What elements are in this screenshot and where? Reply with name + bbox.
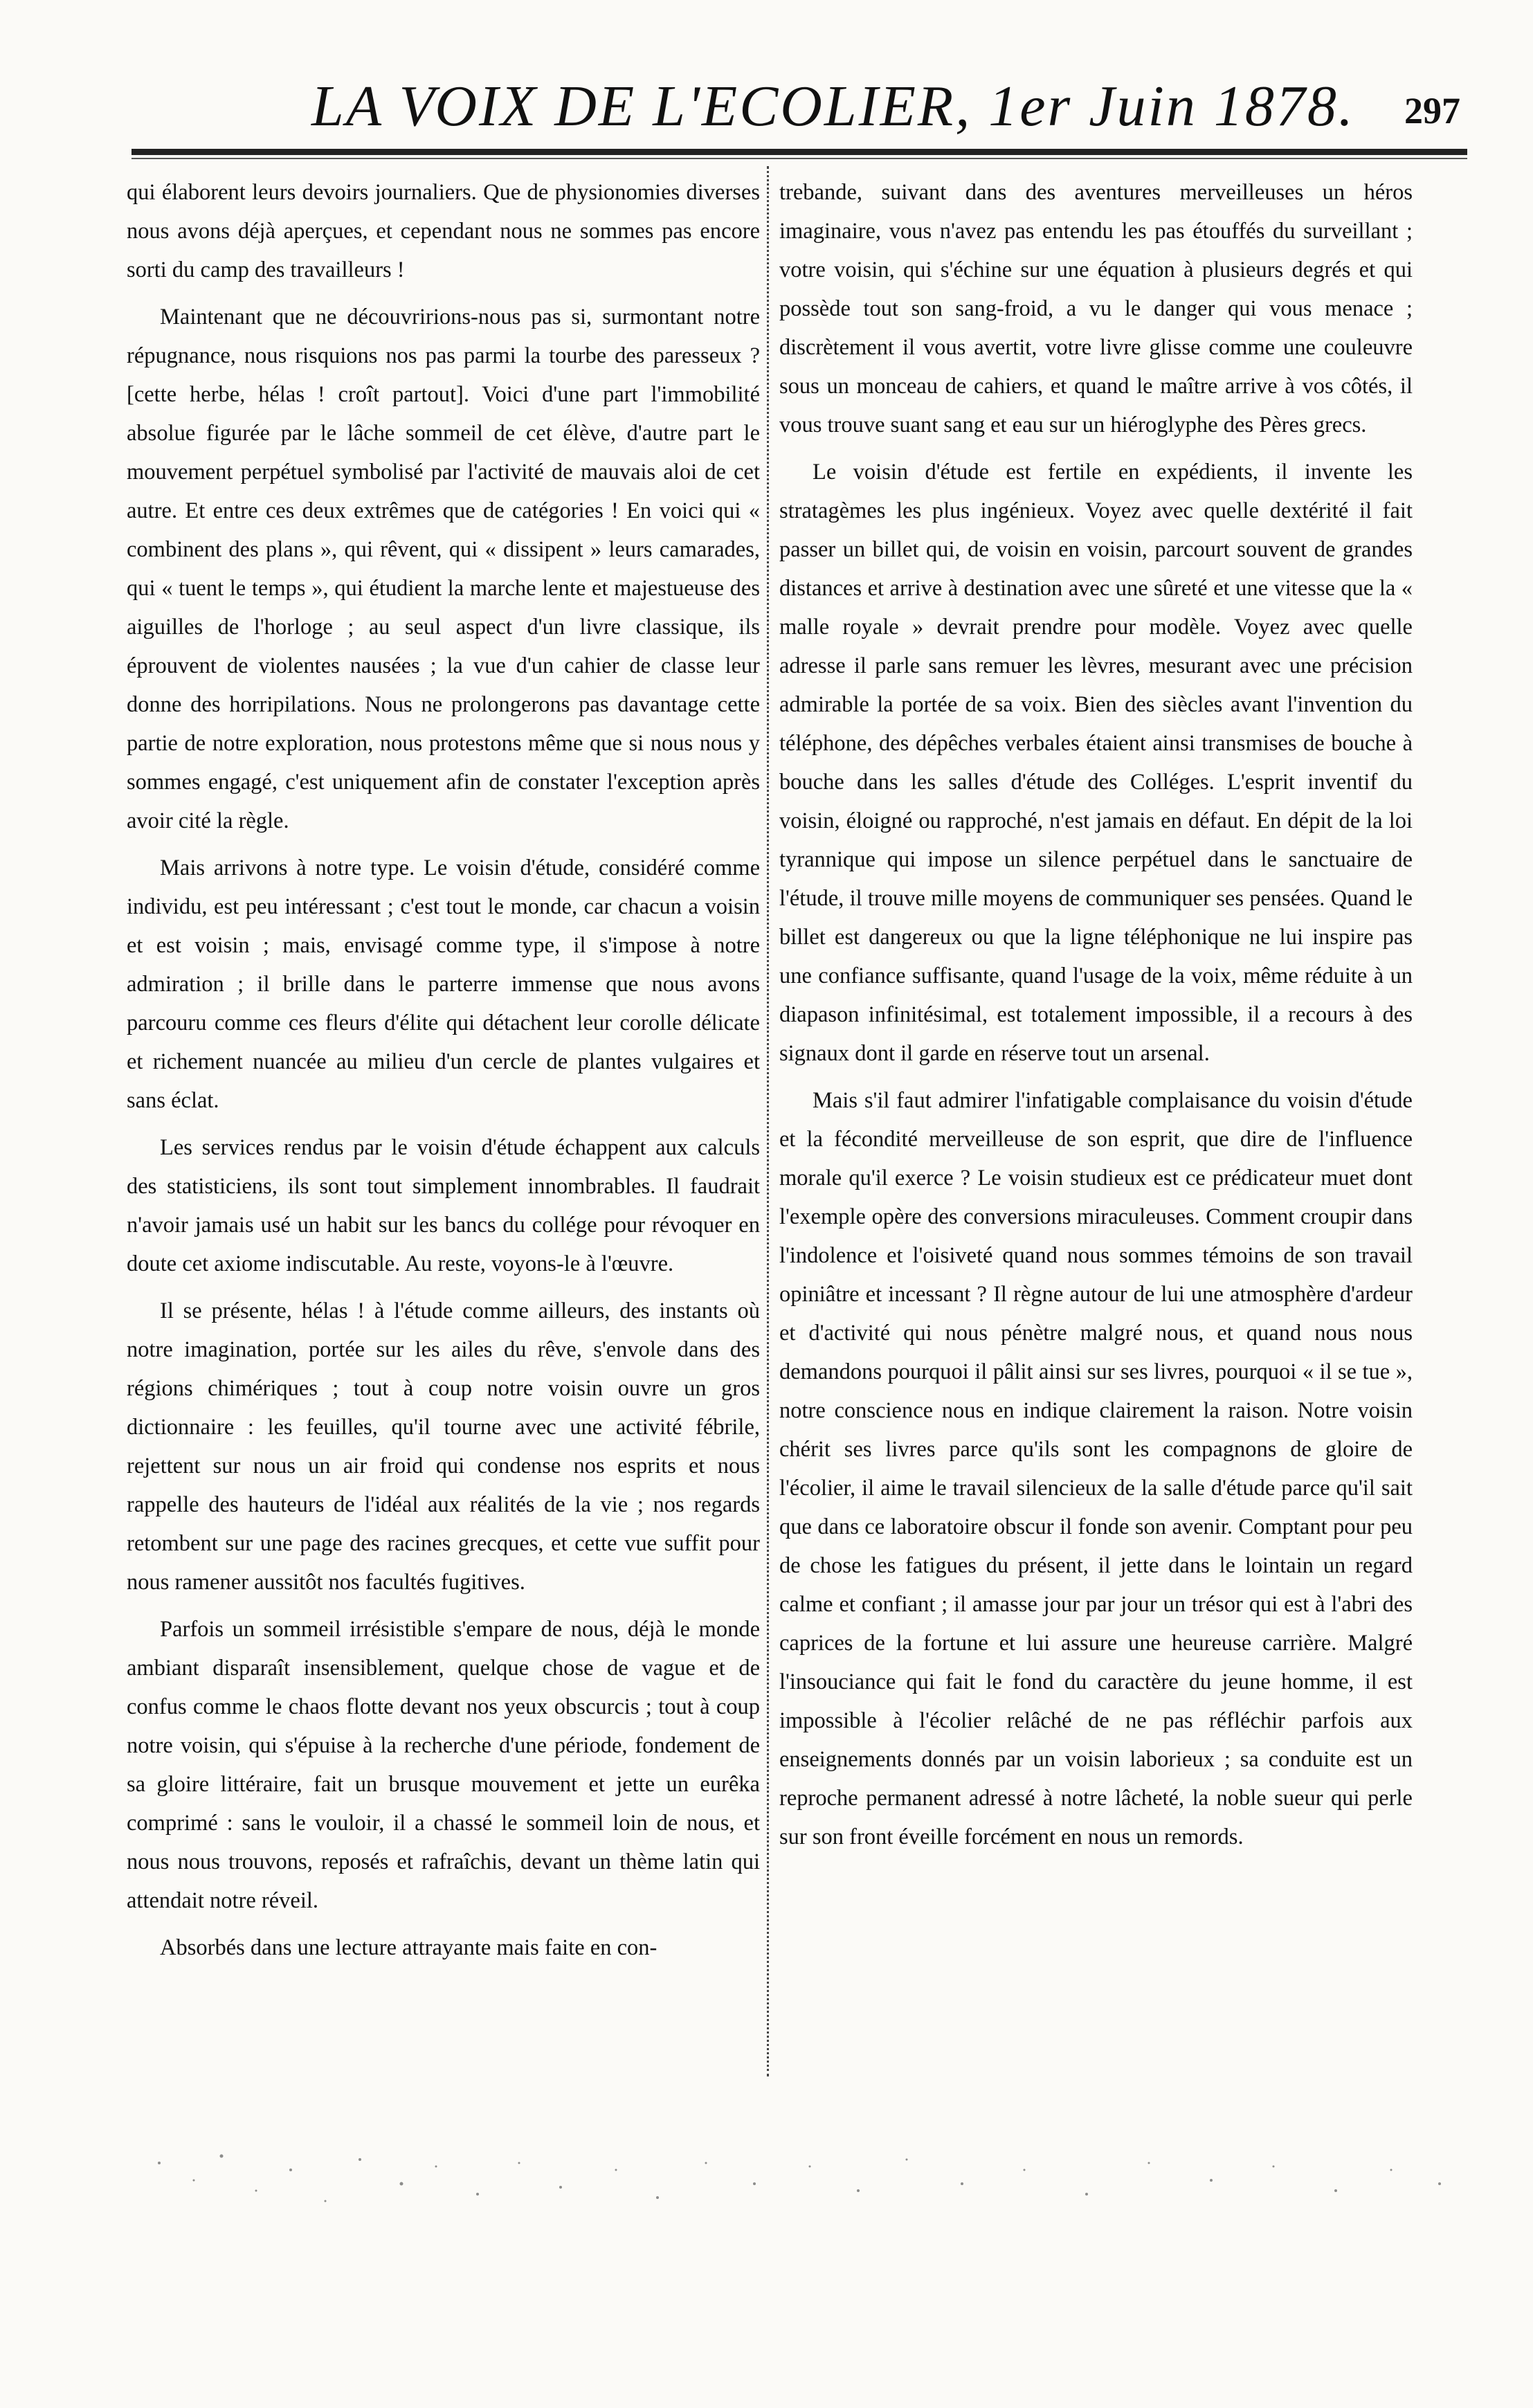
column-divider <box>767 166 769 2076</box>
page-title: LA VOIX DE L'ECOLIER, 1er Juin 1878. <box>311 74 1355 138</box>
page-number: 297 <box>1404 90 1460 132</box>
right-column <box>779 173 1413 2083</box>
paragraph: qui élaborent leurs devoirs journaliers. Que de physionomies diverses nous avons déjà aperçues, et cependant nous ne sommes pas encore sorti du camp des travailleurs ! <box>127 180 760 282</box>
scan-noise <box>131 2142 1467 2225</box>
paragraph: Absorbés dans une lecture attrayante mais faite en con- <box>160 1935 657 1960</box>
header-rule <box>131 149 1467 155</box>
paragraph: trebande, suivant dans des aventures merveilleuses un héros imaginaire, vous n'avez pas entendu les pas étouffés du surveillant ; votre voisin, qui s'échine sur une équation à plusieurs degrés et qui possède tout son sang-froid, a vu le danger qui vous menace ; discrètement il vous avertit, votre livre glisse comme une couleuvre sous un monceau de cahiers, et quand le maître arrive à vos côtés, il vous trouve suant sang et eau sur un hiéroglyphe des Pères grecs. <box>779 180 1413 437</box>
paragraph: Maintenant que ne découvririons-nous pas si, surmontant notre répugnance, nous risquions nos pas parmi la tourbe des paresseux ? [cette herbe, hélas ! croît partout]. Voici d'une part l'immobilité absolue figurée par le lâche sommeil de cet élève, d'autre part le mouvement perpétuel symbolisé par l'activité de mauvais aloi de cet autre. Et entre ces deux extrêmes que de catégories ! En voici qui « combinent des plans », qui rêvent, qui « dissipent » leurs camarades, qui « tuent le temps », qui étudient la marche lente et majestueuse des aiguilles de l'horloge ; au seul aspect d'un livre classique, ils éprouvent de violentes nausées ; la vue d'un cahier de classe leur donne des horripilations. Nous ne prolongerons pas davantage cette partie de notre exploration, nous protestons même que si nous nous y sommes engagé, c'est uniquement afin de constater l'exception après avoir cité la règle. <box>127 305 760 833</box>
header-rule-thin <box>131 158 1467 159</box>
paragraph: Parfois un sommeil irrésistible s'empare de nous, déjà le monde ambiant disparaît insensiblement, quelque chose de vague et de confus comme le chaos flotte devant nos yeux obscurcis ; tout à coup notre voisin, qui s'épuise à la recherche d'une période, fondement de sa gloire littéraire, fait un brusque mouvement et jette un eurêka comprimé : sans le vouloir, il a chassé le sommeil loin de nous, et nous nous trouvons, reposés et rafraîchis, devant un thème latin qui attendait notre réveil. <box>127 1617 760 1913</box>
paragraph: Les services rendus par le voisin d'étude échappent aux calculs des statisticiens, ils sont tout simplement innombrables. Il faudrait n'avoir jamais usé un habit sur les bancs du collége pour révoquer en doute cet axiome indiscutable. Au reste, voyons-le à l'œuvre. <box>127 1135 760 1276</box>
paragraph: Mais s'il faut admirer l'infatigable complaisance du voisin d'étude et la fécondité merveilleuse de son esprit, que dire de l'influence morale qu'il exerce ? Le voisin studieux est ce prédicateur muet dont l'exemple opère des conversions miraculeuses. Comment croupir dans l'indolence et l'oisiveté quand nous sommes témoins de son travail opiniâtre et incessant ? Il règne autour de lui une atmosphère d'ardeur et d'activité qui nous pénètre malgré nous, et quand nous nous demandons pourquoi il pâlit ainsi sur ses livres, pourquoi « il se tue », notre conscience nous en indique clairement la raison. Notre voisin chérit ses livres parce qu'ils sont les compagnons de gloire de l'écolier, il aime le travail silencieux de la salle d'étude parce qu'il sait que dans ce laboratoire obscur il fonde son avenir. Comptant pour peu de chose les fatigues du présent, il jette dans le lointain un regard calme et confiant ; il amasse jour par jour un trésor qui est à l'abri des caprices de la fortune et lui assure une heureuse carrière. Malgré l'insouciance qui fait le fond du caractère du jeune homme, il est impossible à l'écolier relâché de ne pas réfléchir parfois aux enseignements donnés par un voisin laborieux ; sa conduite est un reproche permanent adressé à notre lâcheté, la noble sueur qui perle sur son front éveille forcément en nous un remords. <box>779 1088 1413 1849</box>
paragraph: Mais arrivons à notre type. Le voisin d'étude, considéré comme individu, est peu intéressant ; c'est tout le monde, car chacun a voisin et est voisin ; mais, envisagé comme type, il s'impose à notre admiration ; il brille dans le parterre immense que nous avons parcouru comme ces fleurs d'élite qui détachent leur corolle délicate et richement nuancée au milieu d'un cercle de plantes vulgaires et sans éclat. <box>127 856 760 1113</box>
left-column <box>127 173 760 2083</box>
paragraph: Il se présente, hélas ! à l'étude comme ailleurs, des instants où notre imagination, portée sur les ailes du rêve, s'envole dans des régions chimériques ; tout à coup notre voisin ouvre un gros dictionnaire : les feuilles, qu'il tourne avec une activité fébrile, rejettent sur nous un air froid qui condense nos esprits et nous rappelle des hauteurs de l'idéal aux réalités de la vie ; nos regards retombent sur une page des racines grecques, et cette vue suffit pour nous ramener aussitôt nos facultés fugitives. <box>127 1298 760 1595</box>
paragraph: Le voisin d'étude est fertile en expédients, il invente les stratagèmes les plus ingénieux. Voyez avec quelle dextérité il fait passer un billet qui, de voisin en voisin, parcourt souvent de grandes distances et arrive à destination avec une sûreté et une vitesse que la « malle royale » devrait prendre pour modèle. Voyez avec quelle adresse il parle sans remuer les lèvres, mesurant avec une précision admirable la portée de sa voix. Bien des siècles avant l'invention du téléphone, des dépêches verbales étaient ainsi transmises de bouche à bouche dans les salles d'étude des Colléges. L'esprit inventif du voisin, éloigné ou rapproché, n'est jamais en défaut. En dépit de la loi tyrannique qui impose un silence perpétuel dans le sanctuaire de l'étude, il trouve mille moyens de communiquer ses pensées. Quand le billet est dangereux ou que la ligne téléphonique ne lui inspire pas une confiance suffisante, quand l'usage de la voix, même réduite à un diapason infinitésimal, est totalement impossible, il a recours à des signaux dont il garde en réserve tout un arsenal. <box>779 460 1413 1066</box>
page-header <box>131 73 1460 149</box>
